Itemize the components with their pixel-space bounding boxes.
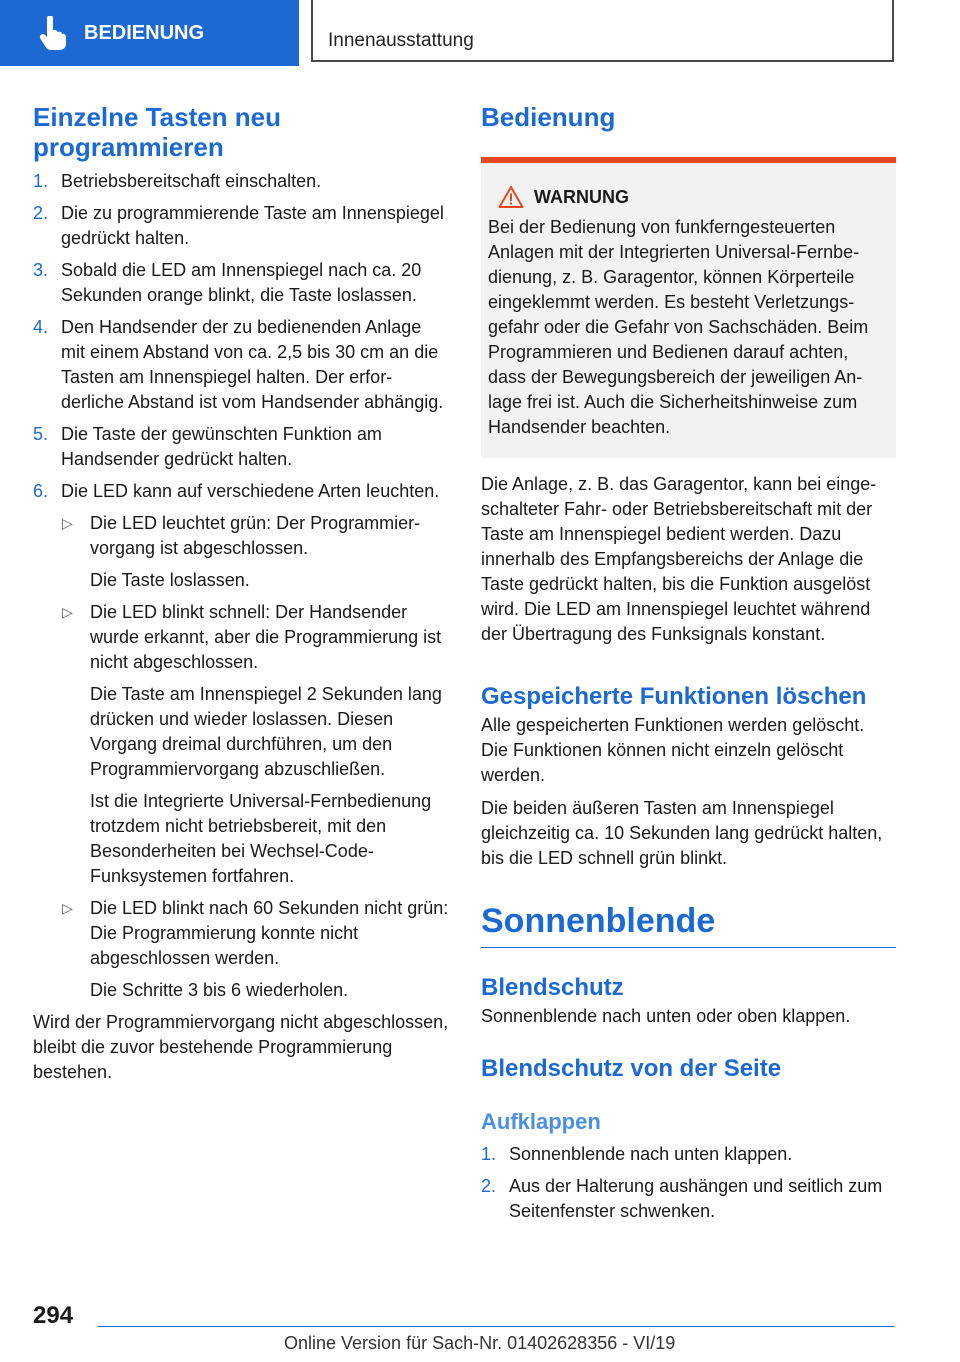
list-item: [481, 1174, 896, 1224]
reprogram-steps: [33, 169, 449, 1003]
heading-reprogram-buttons: Einzelne Tasten neu programmieren: [33, 102, 282, 162]
list-item: [33, 169, 449, 194]
section-title: Innenausstattung: [328, 30, 474, 51]
heading-operation: Bedienung: [481, 102, 616, 132]
led-state-text: Die LED leuchtet grün: Der Programmiervorgang ist abgeschlossen.: [90, 513, 421, 558]
step-number: 3.: [33, 260, 49, 280]
delete-paragraph-1: Alle gespeicherten Funktionen werden gelöscht. Die Funktionen können nicht einzeln gelöscht werden.: [481, 715, 865, 785]
unfold-steps: [481, 1142, 896, 1224]
step-number: 1.: [481, 1144, 497, 1164]
warning-triangle-icon: [498, 185, 524, 209]
delete-paragraph-2: Die beiden äußeren Tasten am Innenspiegel gleichzeitig ca. 10 Sekunden lang gedrückt halten, bis die LED schnell grün blinkt.: [481, 798, 883, 868]
heading-side-glare: Blendschutz von der Seite: [481, 1055, 782, 1082]
step-number: 1.: [33, 171, 49, 191]
closing-paragraph: Wird der Programmiervorgang nicht abgeschlossen, bleibt die zuvor bestehende Programmierung bestehen.: [33, 1012, 449, 1082]
operation-paragraph: Die Anlage, z. B. das Garagentor, kann bei eingeschalteter Fahr- oder Betriebsbereitschaft mit der Taste am Innenspiegel bedient werden. Dazu innerhalb des Empfangsbereichs der Anlage die Taste gedrückt halten, bis die Funktion ausgelöst wird. Die LED am Innenspiegel leuchtet während der Übertragung des Funksignals konstant.: [481, 474, 877, 644]
step-text: Betriebsbereitschaft einschalten.: [61, 171, 322, 191]
list-item: [33, 422, 449, 472]
step-text: Die zu programmierende Taste am Innenspiegel gedrückt halten.: [61, 203, 444, 248]
heading-delete-functions: Gespeicherte Funktionen löschen: [481, 683, 867, 710]
led-state-text: Die LED blinkt nach 60 Sekunden nicht grün: Die Programmierung konnte nicht abgeschlossen werden.: [90, 898, 449, 968]
list-item: [33, 201, 449, 251]
warning-title: WARNUNG: [534, 186, 629, 207]
step-text: Aus der Halterung aushängen und seitlich zum Seitenfenster schwenken.: [509, 1176, 883, 1221]
footer-divider: [98, 1326, 894, 1327]
step-text: Sonnenblende nach unten klappen.: [509, 1144, 793, 1164]
list-item: [61, 896, 449, 1003]
list-item: [61, 511, 449, 593]
left-column: [33, 102, 449, 1085]
warning-header: [498, 185, 889, 209]
list-item: [33, 479, 449, 1003]
warning-text: Bei der Bedienung von funkferngesteuerten Anlagen mit der Integrierten Universal-Fernbedienung, z. B. Garagentor, können Körperteile eingeklemmt werden. Es besteht Verletzungsgefahr oder die Gefahr von Sachschäden. Beim Programmieren und Bedienen darauf achten, dass der Bewegungsbereich der jeweiligen Anlage frei ist. Auch die Sicherheitshinweise zum Handsender beachten.: [488, 217, 869, 437]
led-state-list: [61, 511, 449, 1003]
led-state-action: Ist die Integrierte Universal-Fernbedienung trotzdem nicht betriebsbereit, mit den Besonderheiten bei Wechsel-Code-Funksystemen fortfahren.: [90, 791, 432, 886]
triangle-bullet-icon: ▷: [62, 515, 73, 531]
heading-unfold: Aufklappen: [481, 1109, 601, 1134]
chapter-tab[interactable]: [0, 0, 299, 66]
list-item: [33, 315, 449, 415]
led-state-action: Die Taste am Innenspiegel 2 Sekunden lang drücken und wieder loslassen. Diesen Vorgang dreimal durchführen, um den Programmiervorgang abzuschließen.: [90, 684, 442, 779]
step-number: 5.: [33, 424, 49, 444]
list-item: [61, 600, 449, 889]
section-header: [311, 0, 894, 62]
chapter-tab-label: BEDIENUNG: [84, 21, 205, 44]
hand-pointer-icon: [38, 16, 68, 50]
heading-sun-visor: Sonnenblende: [481, 902, 716, 940]
footer-version-text: Online Version für Sach-Nr. 01402628356 - VI/19: [284, 1333, 676, 1353]
led-state-text: Die LED blinkt schnell: Der Handsender wurde erkannt, aber die Programmierung ist nicht abgeschlossen.: [90, 602, 442, 672]
led-state-action: Die Schritte 3 bis 6 wiederholen.: [90, 980, 349, 1000]
chapter-heading-block: [481, 901, 896, 948]
step-text: Die LED kann auf verschiedene Arten leuchten.: [61, 481, 440, 501]
step-number: 2.: [481, 1176, 497, 1196]
step-text: Sobald die LED am Innenspiegel nach ca. 20 Sekunden orange blinkt, die Taste loslassen.: [61, 260, 422, 305]
triangle-bullet-icon: ▷: [62, 604, 73, 620]
warning-box: [481, 163, 896, 458]
step-number: 2.: [33, 203, 49, 223]
right-column: [481, 102, 896, 1224]
page-number: 294: [33, 1302, 74, 1329]
glare-paragraph: Sonnenblende nach unten oder oben klappen.: [481, 1006, 851, 1026]
step-number: 6.: [33, 481, 49, 501]
led-state-action: Die Taste loslassen.: [90, 570, 250, 590]
list-item: [33, 258, 449, 308]
step-number: 4.: [33, 317, 49, 337]
step-text: Den Handsender der zu bedienenden Anlage mit einem Abstand von ca. 2,5 bis 30 cm an die Tasten am Innenspiegel halten. Der erforderliche Abstand ist vom Handsender abhängig.: [61, 317, 444, 412]
triangle-bullet-icon: ▷: [62, 900, 73, 916]
step-text: Die Taste der gewünschten Funktion am Handsender gedrückt halten.: [61, 424, 382, 469]
list-item: [481, 1142, 896, 1167]
heading-glare-protection: Blendschutz: [481, 974, 624, 1001]
